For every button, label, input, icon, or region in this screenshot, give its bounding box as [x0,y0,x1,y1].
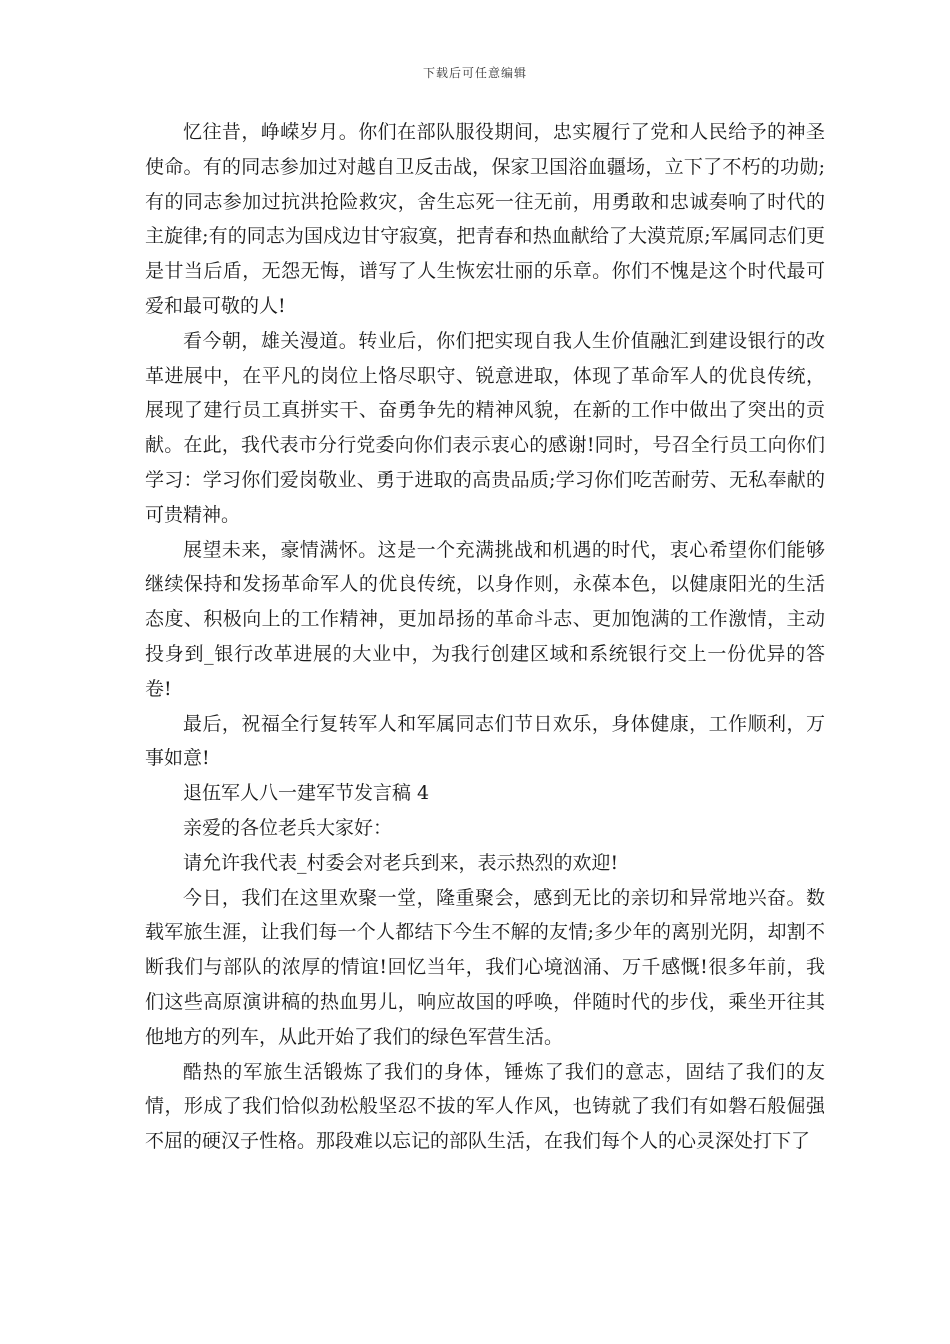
paragraph-military-life: 酷热的军旅生活锻炼了我们的身体，锤炼了我们的意志，固结了我们的友情，形成了我们恰似劲松般坚忍不拔的军人作风，也铸就了我们有如磐石般倔强不屈的硬汉子性格。那段难以忘记的部队生活，在我们每个人的心灵深处打下了 [145,1060,825,1153]
paragraph-today: 看今朝，雄关漫道。转业后，你们把实现自我人生价值融汇到建设银行的改革进展中，在平凡的岗位上恪尽职守、锐意进取，体现了革命军人的优良传统，展现了建行员工真拼实干、奋勇争先的精神风貌，在新的工作中做出了突出的贡献。在此，我代表市分行党委向你们表示衷心的感谢!同时，号召全行员工向你们学习：学习你们爱岗敬业、勇于进取的高贵品质;学习你们吃苦耐劳、无私奉献的可贵精神。 [145,329,825,526]
paragraph-recollection: 忆往昔，峥嵘岁月。你们在部队服役期间，忠实履行了党和人民给予的神圣使命。有的同志参加过对越自卫反击战，保家卫国浴血疆场，立下了不朽的功勋;有的同志参加过抗洪抢险救灾，舍生忘死一往无前，用勇敢和忠诚奏响了时代的主旋律;有的同志为国戍边甘守寂寞，把青春和热血献给了大漠荒原;军属同志们更是甘当后盾，无怨无悔，谱写了人生恢宏壮丽的乐章。你们不愧是这个时代最可爱和最可敬的人! [145,121,825,317]
greeting-line: 亲爱的各位老兵大家好： [183,816,393,839]
paragraph-future: 展望未来，豪情满怀。这是一个充满挑战和机遇的时代，衷心希望你们能够继续保持和发扬革命军人的优良传统，以身作则，永葆本色，以健康阳光的生活态度、积极向上的工作精神，更加昂扬的革命斗志、更加饱满的工作激情，主动投身到_银行改革进展的大业中，为我行创建区域和系统银行交上一份优异的答卷! [145,538,825,700]
paragraph-reunion: 今日，我们在这里欢聚一堂，隆重聚会，感到无比的亲切和异常地兴奋。数载军旅生涯，让我们每一个人都结下今生不解的友情;多少年的离别光阴，却割不断我们与部队的浓厚的情谊!回忆当年，我们心境汹涌、万千感慨!很多年前，我们这些高原演讲稿的热血男儿，响应故国的呼唤，伴随时代的步伐，乘坐开往其他地方的列车，从此开始了我们的绿色军营生活。 [145,886,825,1048]
document-body [145,115,825,1159]
paragraph-closing-wishes: 最后，祝福全行复转军人和军属同志们节日欢乐，身体健康，工作顺利，万事如意! [145,712,825,770]
welcome-line: 请允许我代表_村委会对老兵到来，表示热烈的欢迎! [183,851,619,874]
page-header: 下载后可任意编辑 [422,66,527,80]
section-title: 退伍军人八一建军节发言稿 4 [183,782,430,805]
